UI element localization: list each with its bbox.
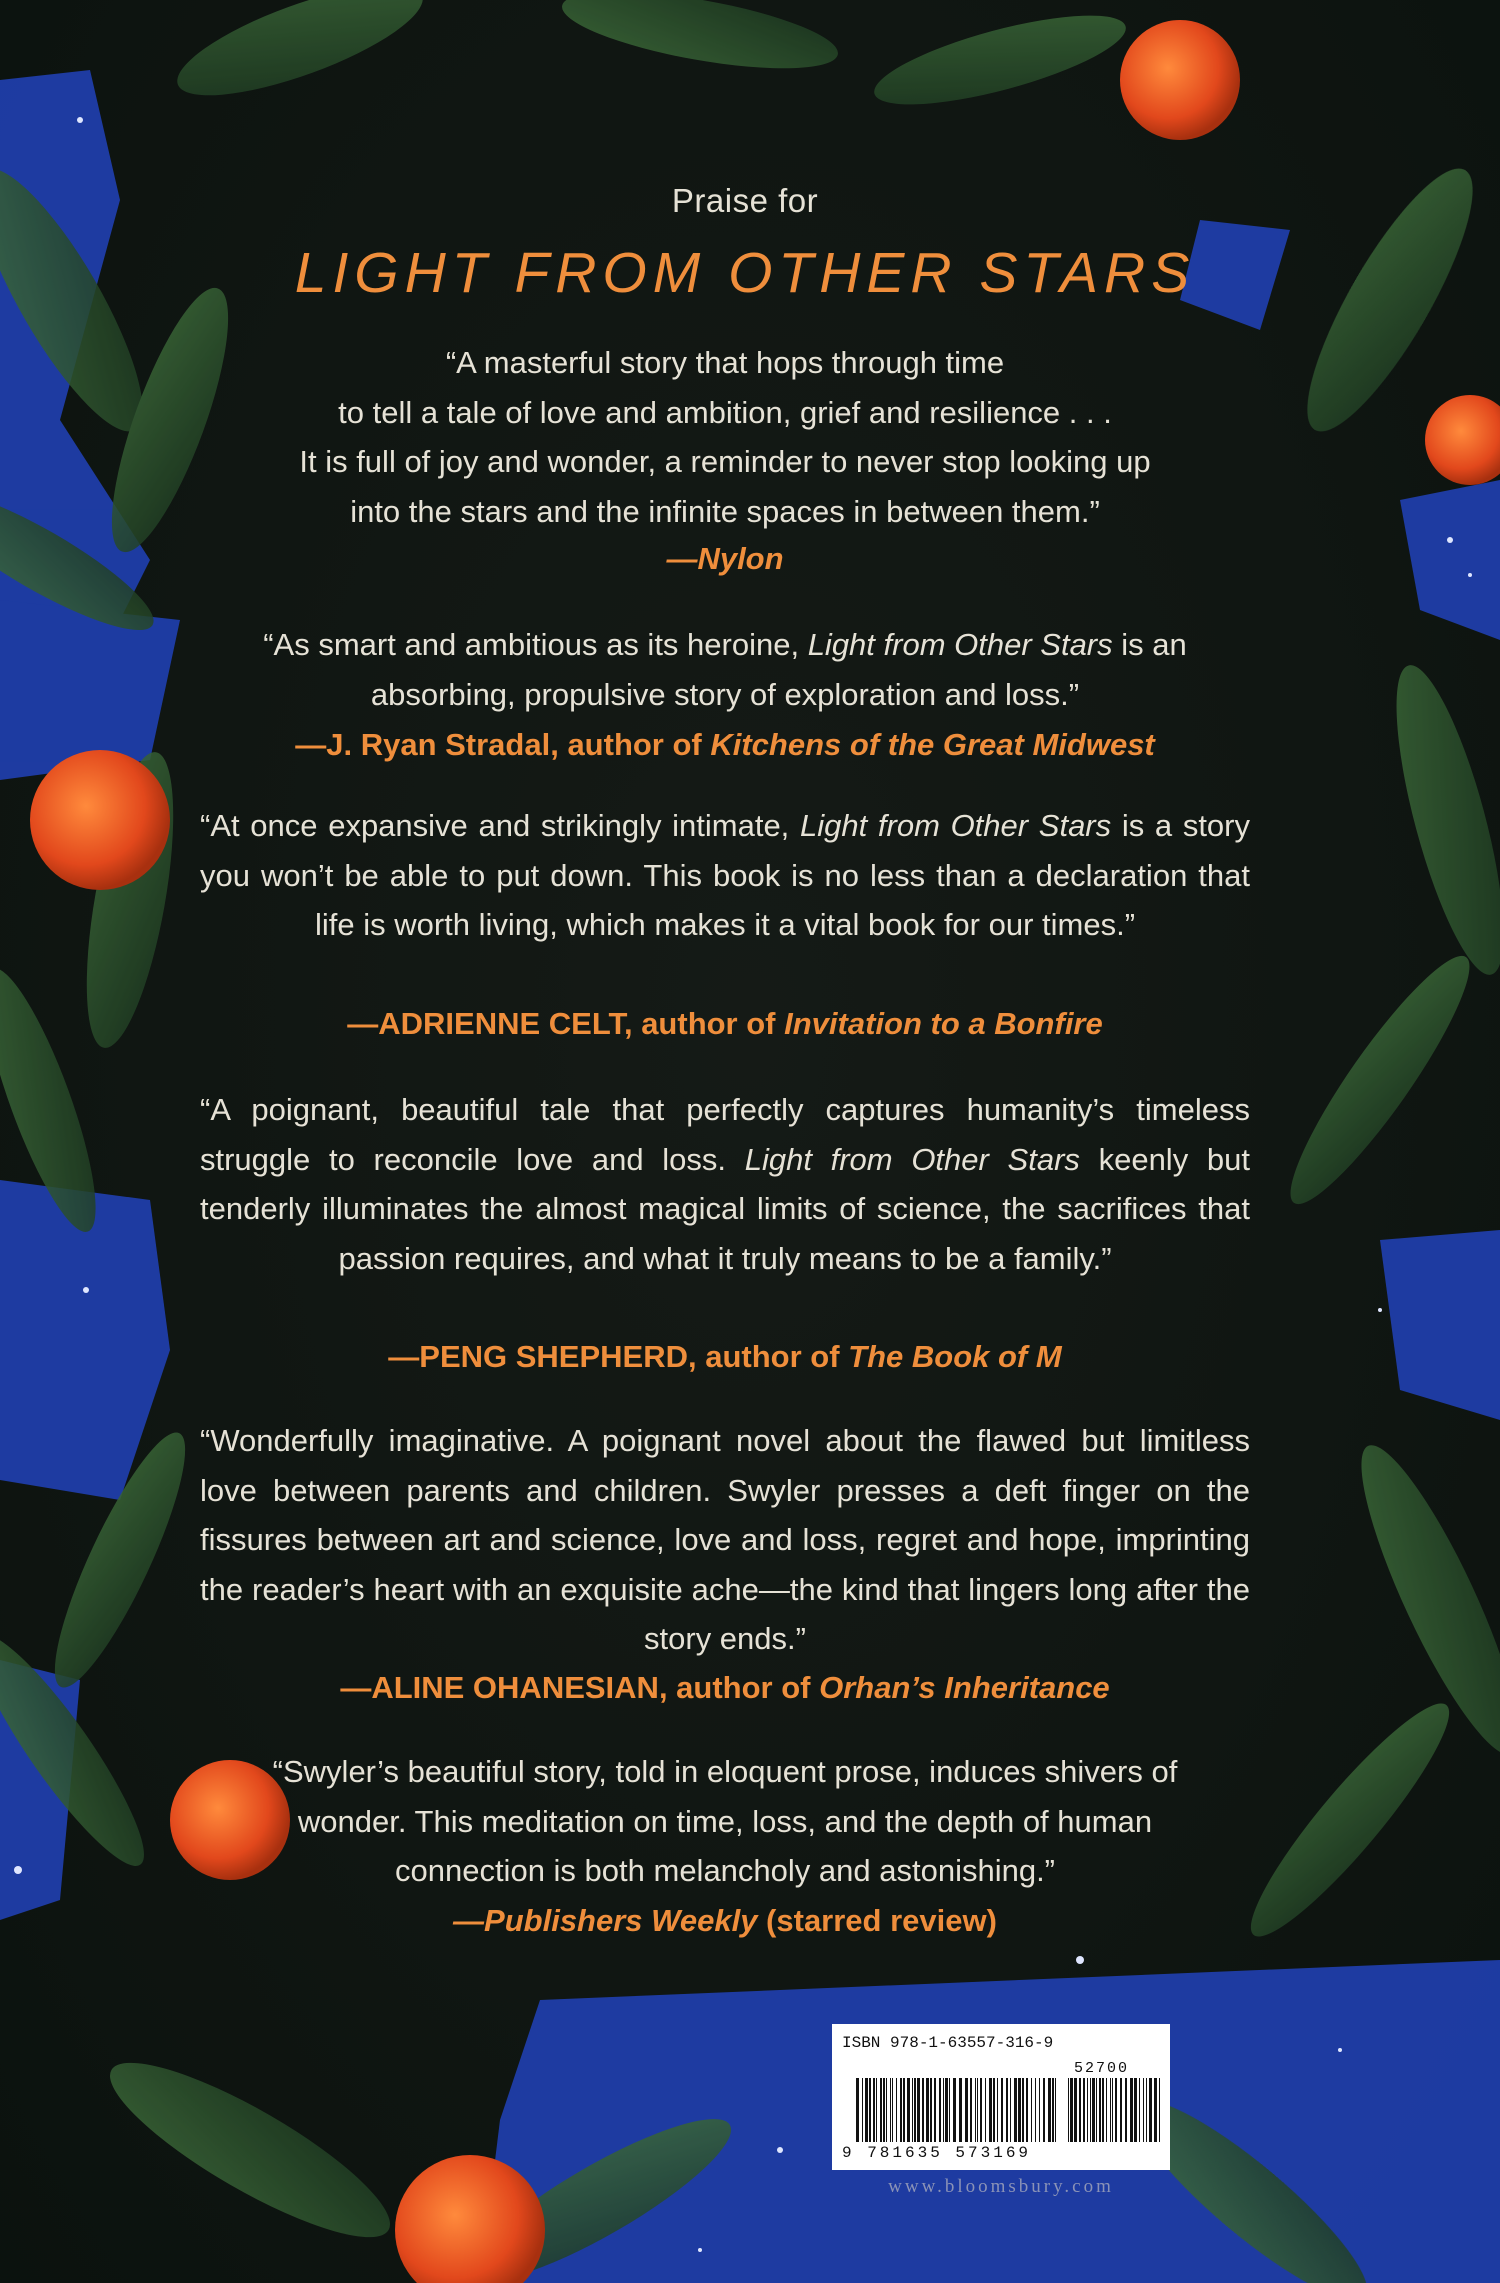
blurb-quote-ohanesian (200, 1416, 1250, 1664)
blurb-quote-publishers-weekly (200, 1747, 1250, 1896)
quote-text: “Wonderfully imaginative. A poignant novel about the flawed but limitless love between parents and children. Swyler presses a deft finger on the fissures between art and science, love and loss, regret and hope, imprinting the reader’s heart with an exquisite ache—the kind that lingers long after the story ends.” (200, 1423, 1250, 1656)
book-title: LIGHT FROM OTHER STARS (294, 241, 1196, 305)
attribution-work: Orhan’s Inheritance (819, 1670, 1110, 1705)
attribution-author: —ADRIENNE CELT, author of (347, 1006, 785, 1041)
isbn-barcode (832, 2024, 1170, 2170)
blurb-attribution-publishers-weekly (200, 1903, 1250, 1939)
blurb-attribution-celt (200, 1006, 1250, 1042)
blurb-attribution-stradal (200, 727, 1250, 763)
attribution-author: —PENG SHEPHERD, author of (388, 1339, 849, 1374)
quote-line: wonder. This meditation on time, loss, and the depth of human (297, 1803, 1153, 1839)
quote-line: into the stars and the infinite spaces in between them.” (350, 493, 1100, 529)
attribution-source: —Nylon (666, 541, 784, 576)
quote-book-title: Light from Other Stars (807, 627, 1113, 662)
publisher-url: www.bloomsbury.com (888, 2176, 1114, 2197)
quote-line: “A masterful story that hops through time (445, 345, 1005, 380)
attribution-author: —J. Ryan Stradal, author of (295, 727, 711, 762)
praise-label: Praise for (671, 182, 819, 219)
quote-text: is a story you won’t be able to put down. This book is no less than a declaration that life is worth living, which makes it a vital book for our times.” (200, 808, 1250, 942)
isbn-number: ISBN 978-1-63557-316-9 (842, 2034, 1054, 2052)
attribution-work: Invitation to a Bonfire (784, 1006, 1103, 1041)
blurb-attribution-ohanesian (200, 1670, 1250, 1706)
quote-line: to tell a tale of love and ambition, grief and resilience . . . (338, 394, 1112, 430)
blurb-quote-celt (200, 801, 1250, 950)
price-code: 52700 (1074, 2060, 1130, 2077)
quote-text: “A poignant, beautiful tale that perfectly captures humanity’s timeless struggle to reconcile love and loss. (200, 1092, 1250, 1177)
quote-line: It is full of joy and wonder, a reminder to never stop looking up (299, 444, 1151, 479)
attribution-work: The Book of M (848, 1339, 1062, 1374)
blurb-quote-shepherd (200, 1085, 1250, 1283)
quote-line: “Swyler’s beautiful story, told in eloquent prose, induces shivers of (272, 1754, 1178, 1789)
quote-book-title: Light from Other Stars (799, 808, 1112, 843)
blurb-quote-nylon (200, 338, 1250, 536)
attribution-work: —Publishers Weekly (453, 1903, 758, 1938)
barcode-addon-bars (1068, 2078, 1160, 2142)
quote-text: is an absorbing, propulsive story of exploration and loss.” (370, 627, 1187, 712)
attribution-note: (starred review) (757, 1903, 997, 1938)
barcode-bars (856, 2078, 1056, 2142)
quote-book-title: Light from Other Stars (744, 1141, 1080, 1177)
quote-line: connection is both melancholy and astonishing.” (394, 1853, 1056, 1888)
blurb-quote-stradal (200, 620, 1250, 719)
quote-text: “As smart and ambitious as its heroine, (263, 627, 808, 662)
quote-text: “At once expansive and strikingly intimate, (200, 808, 800, 843)
attribution-work: Kitchens of the Great Midwest (710, 727, 1155, 762)
attribution-author: —ALINE OHANESIAN, author of (340, 1670, 820, 1705)
barcode-digits: 9 781635 573169 (842, 2144, 1032, 2162)
quote-text: keenly but tenderly illuminates the almost magical limits of science, the sacrifices that passion requires, and what it truly means to be a family.” (200, 1141, 1250, 1276)
blurb-attribution-shepherd (200, 1339, 1250, 1375)
blurb-attribution-nylon (200, 541, 1250, 577)
